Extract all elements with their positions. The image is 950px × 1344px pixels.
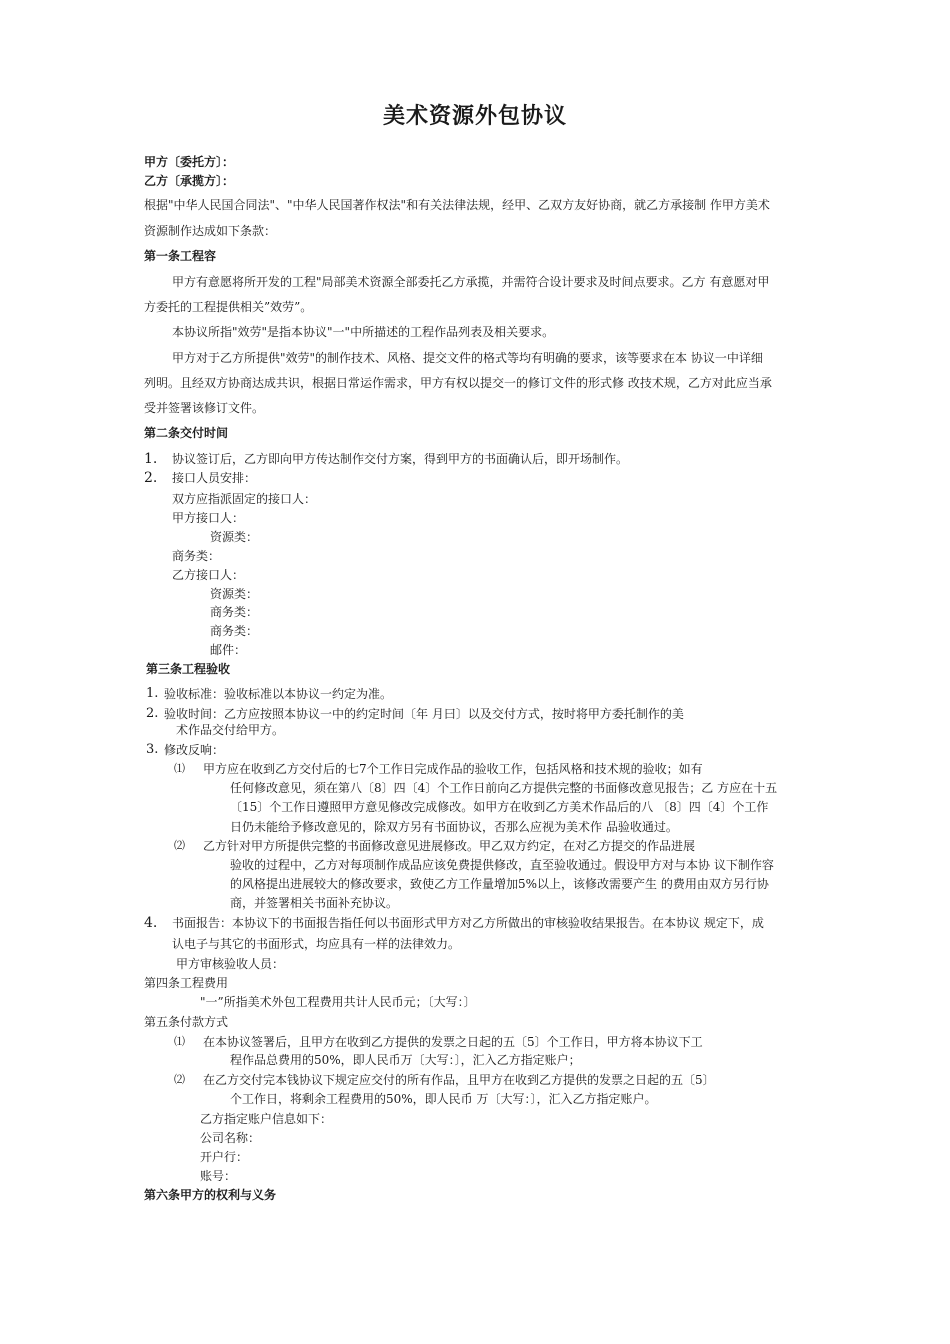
list-number: 2. [144,470,158,486]
list-item: 接口人员安排： [172,471,257,485]
article-1-heading: 第一条工程容 [144,249,217,263]
party-a-label: 甲方〔委托方〕： [144,155,235,169]
sub-item-text: 日仍未能给予修改意见的，除双方另有书面协议，否那么应视为美术作 品验收通过。 [230,820,678,834]
sub-item-text: 任何修改意见，须在第八〔8〕四〔4〕个工作日前向乙方提供完整的书面修改意见报告；乙 方应在十五 [230,781,778,795]
contact-line: 商务类： [210,605,259,619]
list-number: 1. [144,451,158,467]
list-number: 4. [144,915,158,931]
article-6-heading: 第六条甲方的权利与义务 [144,1188,277,1202]
account-line: 账号： [200,1169,237,1183]
sub-item-number: ⑵ [174,839,185,852]
list-item: 认电子与其它的书面形式，均应具有一样的法律效力。 [172,937,461,951]
intro-line: 根据"中华人民国合同法"、"中华人民国著作权法"和有关法律法规，经甲、乙双方友好协商，就乙方承接制 作甲方美术 [144,198,770,212]
contact-line: 商务类： [172,549,221,563]
sub-item-text: 验收的过程中，乙方对每项制作成品应该免费提供修改，直至验收通过。假设甲方对与本协 议下制作容 [230,858,774,872]
article-1-paragraph: 方委托的工程提供相关”效劳”。 [144,300,313,314]
sub-item-text: 乙方针对甲方所提供完整的书面修改意见进展修改。甲乙双方约定，在对乙方提交的作品进展 [203,839,696,853]
contact-line: 商务类： [210,624,259,638]
contact-line: 甲方接口人： [172,511,245,525]
sub-item-text: 在本协议签署后，且甲方在收到乙方提供的发票之日起的五〔5〕个工作日，甲方将本协议下工 [203,1035,703,1049]
contact-line: 双方应指派固定的接口人： [172,492,317,506]
article-1-paragraph: 受并签署该修订文件。 [144,401,265,415]
sub-item-number: ⑴ [174,1035,185,1048]
list-item: 修改反响： [164,743,225,757]
account-line: 公司名称： [200,1131,261,1145]
sub-item-text: 在乙方交付完本钱协议下规定应交付的所有作品，且甲方在收到乙方提供的发票之日起的五〔5〕 [203,1073,715,1087]
list-item: 验收标准：验收标准以本协议一约定为准。 [164,687,393,701]
sub-item-text: 〔15〕个工作日遵照甲方意见修改完成修改。如甲方在收到乙方美术作品后的八 〔8〕四〔4〕个工作 [230,800,769,814]
list-item: 书面报告：本协议下的书面报告指任何以书面形式甲方对乙方所做出的审核验收结果报告。在本协议 规定下，成 [172,916,764,930]
sub-item-number: ⑴ [174,762,185,775]
account-line: 乙方指定账户信息如下： [200,1112,333,1126]
sub-item-text: 商，并签署相关书面补充协议。 [230,896,399,910]
article-1-paragraph: 甲方对于乙方所提供"效劳"的制作技术、风格、提交文件的格式等均有明确的要求，该等要求在本 协议一中详细 [172,351,763,365]
list-item: 术作品交付给甲方。 [176,723,285,737]
sub-item-text: 程作品总费用的50%，即人民币万〔大写：〕，汇入乙方指定账户； [230,1053,581,1067]
contact-line: 资源类： [210,530,259,544]
contact-line: 邮件： [210,643,247,657]
article-1-paragraph: 本协议所指"效劳"是指本协议"一"中所描述的工程作品列表及相关要求。 [172,325,555,339]
article-3-heading: 第三条工程验收 [146,662,231,676]
fee-line: "一”所指美术外包工程费用共计人民币元；〔大写：〕 [200,995,476,1009]
intro-line: 资源制作达成如下条款： [144,224,277,238]
article-4-heading: 第四条工程费用 [144,976,229,990]
article-1-paragraph: 列明。且经双方协商达成共识，根据日常运作需求，甲方有权以提交一的修订文件的形式修 改技术规，乙方对此应当承 [144,376,772,390]
article-5-heading: 第五条付款方式 [144,1015,229,1029]
article-2-heading: 第二条交付时间 [144,426,229,440]
party-b-label: 乙方〔承揽方〕： [144,174,235,188]
list-item: 协议签订后，乙方即向甲方传达制作交付方案，得到甲方的书面确认后，即开场制作。 [172,452,629,466]
list-item: 验收时间：乙方应按照本协议一中的约定时间〔年 月曰〕以及交付方式，按时将甲方委托制作的美 [164,707,684,721]
contact-line: 资源类： [210,587,259,601]
account-line: 开户行： [200,1150,249,1164]
article-1-paragraph: 甲方有意愿将所开发的工程"局部美术资源全部委托乙方承揽，并需符合设计要求及时间点要求。乙方 有意愿对甲 [172,275,770,289]
contact-line: 乙方接口人： [172,568,245,582]
reviewer-line: 甲方审核验收人员： [176,957,285,971]
sub-item-text: 个工作日，将剩余工程费用的50%，即人民币 万〔大写：〕，汇入乙方指定账户。 [230,1092,657,1106]
sub-item-number: ⑵ [174,1073,185,1086]
sub-item-text: 的风格提出进展较大的修改要求，致使乙方工作量增加5%以上，该修改需要产生 的费用由双方另行协 [230,877,769,891]
sub-item-text: 甲方应在收到乙方交付后的七7个工作日完成作品的验收工作，包括风格和技术规的验收；如有 [203,762,703,776]
list-number: 1. [146,686,159,701]
list-number: 2. [146,706,159,721]
document-title: 美术资源外包协议 [382,103,567,129]
list-number: 3. [146,742,159,757]
